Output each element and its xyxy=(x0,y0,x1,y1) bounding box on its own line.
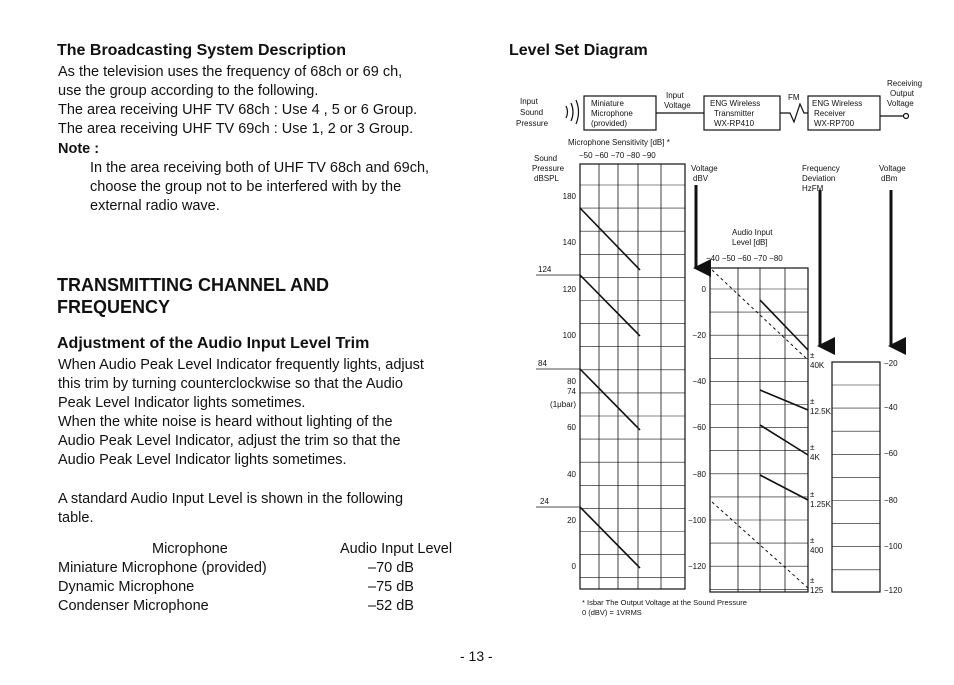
text-line: this trim by turning counterclockwise so that the Audio xyxy=(58,376,403,392)
sp-tick-label: 140 xyxy=(562,238,576,247)
dev-tick-label: 400 xyxy=(810,546,824,555)
mic-name: Miniature Microphone (provided) xyxy=(58,560,267,576)
text-line: choose the group not to be interfered with by the xyxy=(90,179,402,195)
out-tick-label: −20 xyxy=(884,359,898,368)
receiving-output-label: Output xyxy=(890,89,915,98)
dev-tick-label: 4K xyxy=(810,453,820,462)
audio-input-level-label: Level [dB] xyxy=(732,238,768,247)
sp-tick-label: 180 xyxy=(562,192,576,201)
level-slope-line xyxy=(760,390,808,410)
voltage-axis-label: Voltage xyxy=(691,164,718,173)
input-sound-label: Pressure xyxy=(516,119,549,128)
output-terminal-icon xyxy=(904,114,909,119)
sp-tick-label: 0 xyxy=(571,562,576,571)
text-line: table. xyxy=(58,510,94,526)
out-tick-label: −60 xyxy=(884,449,898,458)
mic-name: Condenser Microphone xyxy=(58,598,209,614)
level-slope-line xyxy=(580,275,640,336)
output-axis-label: Voltage xyxy=(879,164,906,173)
v-tick-label: −60 xyxy=(692,423,706,432)
dev-pm: ± xyxy=(810,443,815,452)
voltage-axis-label: dBV xyxy=(693,174,709,183)
input-sound-label: Input xyxy=(520,97,538,106)
receiver-label: Receiver xyxy=(814,109,846,118)
text-line: The area receiving UHF TV 68ch : Use 4 , 5 or 6 Group. xyxy=(58,102,418,118)
text-line: When the white noise is heard without lighting of the xyxy=(58,414,393,430)
sp-side-mark: 84 xyxy=(538,359,547,368)
dev-tick-label: 1.25K xyxy=(810,500,831,509)
title-line: TRANSMITTING CHANNEL AND xyxy=(57,275,329,295)
text-line: The area receiving UHF TV 69ch : Use 1, 2 or 3 Group. xyxy=(58,121,414,137)
grid-frame xyxy=(580,164,685,589)
grid-frame xyxy=(710,268,808,592)
sp-tick-label: 74 xyxy=(567,387,576,396)
sp-side-mark: 124 xyxy=(538,265,552,274)
column-header-microphone: Microphone xyxy=(152,541,228,557)
dev-pm: ± xyxy=(810,351,815,360)
mic-box-label: Microphone xyxy=(591,109,633,118)
input-voltage-label: Voltage xyxy=(664,101,691,110)
sound-pressure-axis-label: Sound xyxy=(534,154,558,163)
fm-label: FM xyxy=(788,93,800,102)
transmitter-label: ENG Wireless xyxy=(710,99,761,108)
text-line: As the television uses the frequency of 68ch or 69 ch, xyxy=(58,64,403,80)
rf-link-line xyxy=(780,104,808,122)
trim-title: Adjustment of the Audio Input Level Trim xyxy=(57,335,370,352)
text-line: use the group according to the following. xyxy=(58,83,319,99)
text-line: Audio Peak Level Indicator, adjust the trim so that the xyxy=(58,433,401,449)
text-line: external radio wave. xyxy=(90,198,220,214)
out-tick-label: −40 xyxy=(884,403,898,412)
receiver-label: ENG Wireless xyxy=(812,99,863,108)
audio-input-scale: −40 −50 −60 −70 −80 xyxy=(706,254,783,263)
title-line: FREQUENCY xyxy=(57,297,171,317)
mic-sensitivity-label: Microphone Sensitivity [dB] * xyxy=(568,138,670,147)
sp-tick-label: (1μbar) xyxy=(550,400,576,409)
sensitivity-scale: −50 −60 −70 −80 −90 xyxy=(579,151,656,160)
freq-dev-axis-label: Frequency xyxy=(802,164,840,173)
out-tick-label: −100 xyxy=(884,542,903,551)
mic-box-label: (provided) xyxy=(591,119,628,128)
broadcasting-title: The Broadcasting System Description xyxy=(57,42,346,59)
dev-pm: ± xyxy=(810,397,815,406)
diagram-title: Level Set Diagram xyxy=(509,42,648,59)
text-line: When Audio Peak Level Indicator frequently lights, adjust xyxy=(58,357,424,373)
sp-tick-label: 20 xyxy=(567,516,576,525)
receiver-label: WX-RP700 xyxy=(814,119,855,128)
sp-tick-label: 60 xyxy=(567,423,576,432)
sound-pressure-axis-label: Pressure xyxy=(532,164,565,173)
mic-level: –70 dB xyxy=(368,560,414,576)
freq-dev-axis-label: Deviation xyxy=(802,174,836,183)
output-axis-label: dBm xyxy=(881,174,898,183)
input-voltage-label: Input xyxy=(666,91,684,100)
text-line: Audio Peak Level Indicator lights sometimes. xyxy=(58,452,347,468)
level-slope-line xyxy=(760,300,808,350)
grid-frame xyxy=(832,362,880,592)
text-line: A standard Audio Input Level is shown in the following xyxy=(58,491,404,507)
level-slope-line xyxy=(760,475,808,500)
mic-level: –75 dB xyxy=(368,579,414,595)
mic-name: Dynamic Microphone xyxy=(58,579,195,595)
level-slope-line xyxy=(580,507,640,568)
dev-pm: ± xyxy=(810,576,815,585)
text-line: Peak Level Indicator lights sometimes. xyxy=(58,395,306,411)
transmitter-label: WX-RP410 xyxy=(714,119,755,128)
footnote: 0 (dBV) = 1VRMS xyxy=(582,608,642,617)
sp-tick-label: 120 xyxy=(562,285,576,294)
level-slope-line xyxy=(580,208,640,270)
mic-box-label: Miniature xyxy=(591,99,624,108)
sound-pressure-axis-label: dBSPL xyxy=(534,174,559,183)
note-label: Note : xyxy=(58,141,100,157)
v-tick-label: −80 xyxy=(692,470,706,479)
dev-tick-label: 12.5K xyxy=(810,407,831,416)
sp-tick-label: 40 xyxy=(567,470,576,479)
footnote: * Isbar The Output Voltage at the Sound Pressure xyxy=(582,598,747,607)
v-tick-label: −40 xyxy=(692,377,706,386)
dev-pm: ± xyxy=(810,536,815,545)
level-slope-line xyxy=(580,369,640,430)
v-tick-label: −100 xyxy=(687,516,706,525)
audio-input-level-label: Audio Input xyxy=(732,228,773,237)
sound-wave-icon xyxy=(566,100,579,124)
text-line: In the area receiving both of UHF TV 68ch and 69ch, xyxy=(90,160,430,176)
dev-tick-label: 40K xyxy=(810,361,825,370)
out-tick-label: −80 xyxy=(884,496,898,505)
sp-tick-label: 80 xyxy=(567,377,576,386)
sp-tick-label: 100 xyxy=(562,331,576,340)
sp-side-mark: 24 xyxy=(540,497,549,506)
receiving-output-label: Voltage xyxy=(887,99,914,108)
dev-tick-label: 125 xyxy=(810,586,824,595)
v-tick-label: 0 xyxy=(701,285,706,294)
dev-pm: ± xyxy=(810,490,815,499)
out-tick-label: −120 xyxy=(884,586,903,595)
v-tick-label: −120 xyxy=(687,562,706,571)
column-header-level: Audio Input Level xyxy=(340,541,453,557)
v-tick-label: −20 xyxy=(692,331,706,340)
mic-level: –52 dB xyxy=(368,598,414,614)
receiving-output-label: Receiving xyxy=(887,79,923,88)
page-number: - 13 - xyxy=(460,648,493,664)
freq-dev-axis-label: HzFM xyxy=(802,184,824,193)
input-sound-label: Sound xyxy=(520,108,544,117)
transmitter-label: Transmitter xyxy=(714,109,755,118)
